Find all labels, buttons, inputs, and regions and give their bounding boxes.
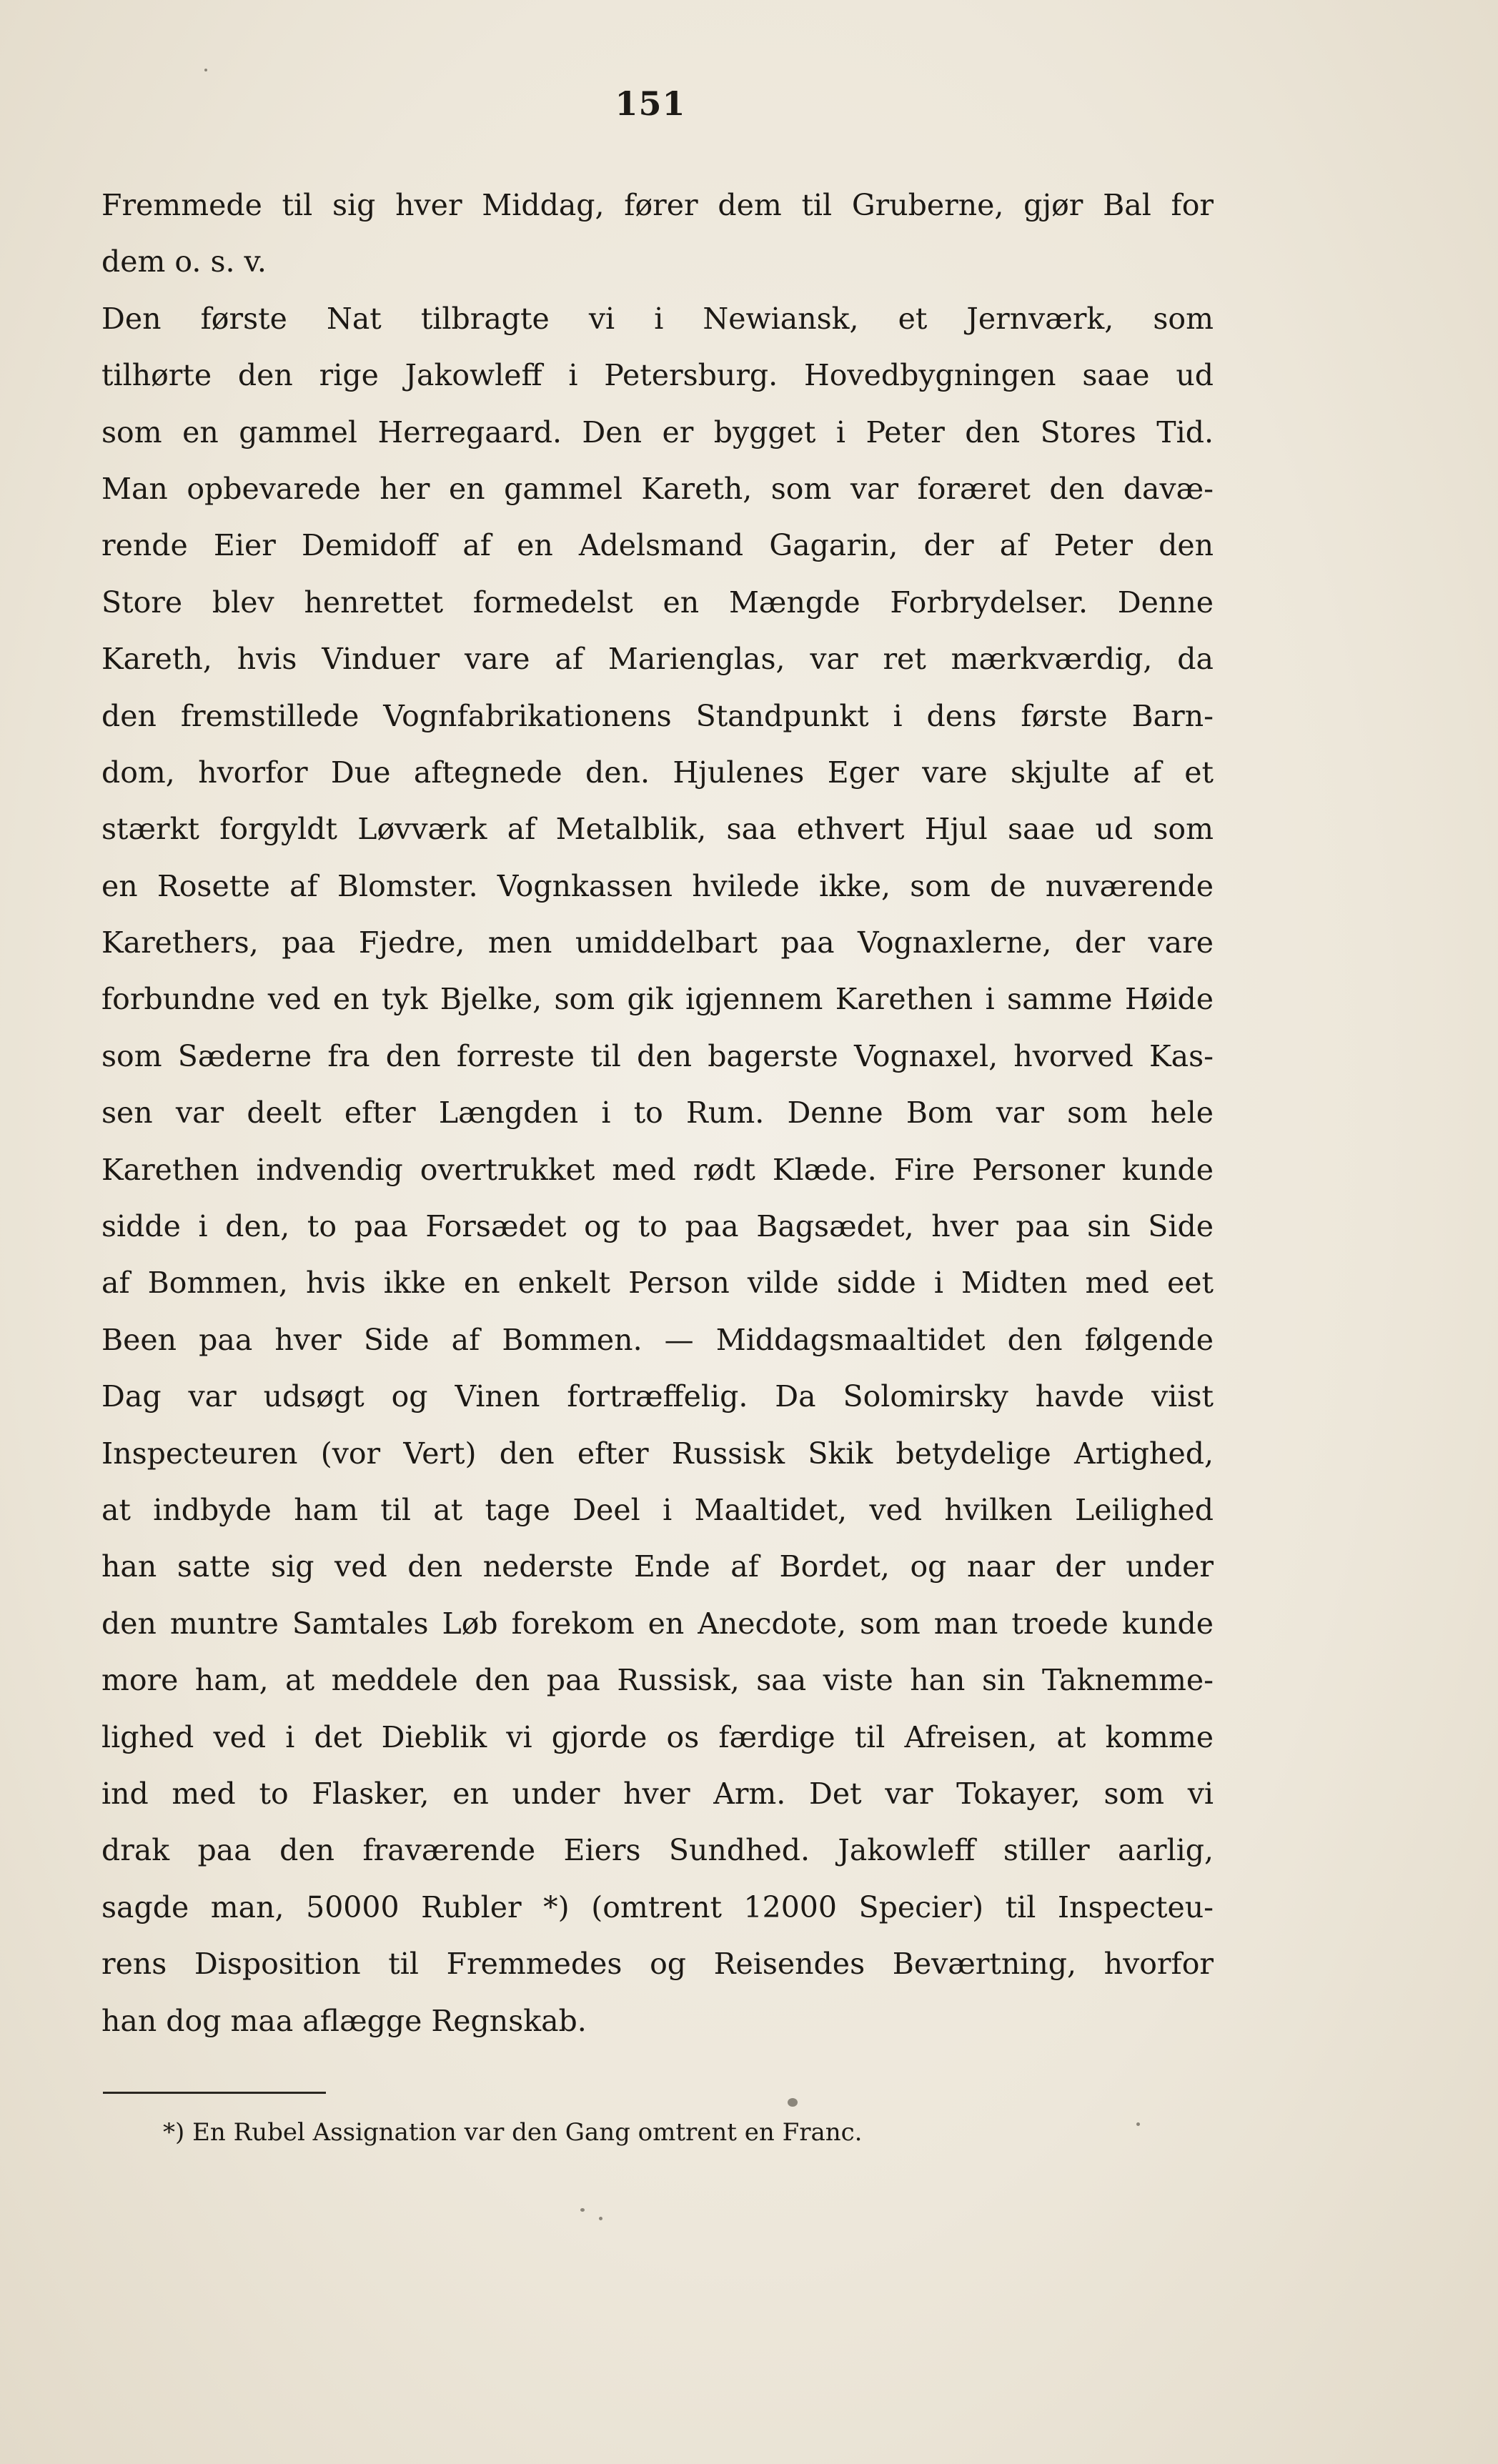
text-line: han dog maa aflægge Regnskab. <box>101 2003 587 2038</box>
text-line: sidde i den, to paa Forsædet og to paa Bagsædet, hver paa sin Side <box>101 1209 1214 1244</box>
text-line: Dag var udsøgt og Vinen fortræffelig. Da Solomirsky havde viist <box>101 1379 1214 1414</box>
text-line: lighed ved i det Dieblik vi gjorde os færdige til Afreisen, at komme <box>101 1719 1214 1754</box>
text-line: rende Eier Demidoff af en Adelsmand Gagarin, der af Peter den <box>101 528 1214 563</box>
body-text <box>101 177 1214 2050</box>
text-line: stærkt forgyldt Løvværk af Metalblik, saa ethvert Hjul saae ud som <box>101 812 1214 847</box>
text-line: at indbyde ham til at tage Deel i Maaltidet, ved hvilken Leilighed <box>101 1492 1214 1527</box>
text-line: Kareth, hvis Vinduer vare af Marienglas, var ret mærkværdig, da <box>101 642 1214 677</box>
text-line: Man opbevarede her en gammel Kareth, som var foræret den davæ- <box>101 471 1214 506</box>
text-line: af Bommen, hvis ikke en enkelt Person vilde sidde i Midten med eet <box>101 1266 1214 1301</box>
text-line: en Rosette af Blomster. Vognkassen hvilede ikke, som de nuværende <box>101 868 1214 903</box>
text-line: drak paa den fraværende Eiers Sundhed. Jakowleff stiller aarlig, <box>101 1833 1214 1868</box>
text-line: han satte sig ved den nederste Ende af Bordet, og naar der under <box>101 1549 1214 1584</box>
text-line: Fremmede til sig hver Middag, fører dem til Gruberne, gjør Bal for <box>101 188 1214 222</box>
footnote-divider <box>103 2092 326 2094</box>
text-line: den muntre Samtales Løb forekom en Anecdote, som man troede kunde <box>101 1606 1214 1641</box>
page-number: 151 <box>615 84 686 123</box>
text-line: more ham, at meddele den paa Russisk, saa viste han sin Taknemme- <box>101 1663 1214 1698</box>
text-line: den fremstillede Vognfabrikationens Standpunkt i dens første Barn- <box>101 698 1214 733</box>
text-line: sagde man, 50000 Rubler *) (omtrent 12000 Specier) til Inspecteu- <box>101 1889 1214 1924</box>
footnote: *) En Rubel Assignation var den Gang omtrent en Franc. <box>163 2118 863 2147</box>
text-line: som Sæderne fra den forreste til den bagerste Vognaxel, hvorved Kas- <box>101 1038 1214 1073</box>
text-line: Karethen indvendig overtrukket med rødt Klæde. Fire Personer kunde <box>101 1152 1214 1187</box>
text-line: Inspecteuren (vor Vert) den efter Russisk Skik betydelige Artighed, <box>101 1436 1214 1471</box>
text-line: ind med to Flasker, en under hver Arm. Det var Tokayer, som vi <box>101 1776 1214 1811</box>
text-line: Den første Nat tilbragte vi i Newiansk, et Jernværk, som <box>101 301 1214 336</box>
text-line: forbundne ved en tyk Bjelke, som gik igjennem Karethen i samme Høide <box>101 982 1214 1017</box>
text-line: Been paa hver Side af Bommen. — Middagsmaaltidet den følgende <box>101 1322 1214 1357</box>
text-line: rens Disposition til Fremmedes og Reisendes Beværtning, hvorfor <box>101 1947 1214 1982</box>
text-line: tilhørte den rige Jakowleff i Petersburg. Hovedbygningen saae ud <box>101 358 1214 393</box>
text-line: sen var deelt efter Længden i to Rum. Denne Bom var som hele <box>101 1096 1214 1131</box>
text-line: dem o. s. v. <box>101 244 267 279</box>
text-line: Karethers, paa Fjedre, men umiddelbart paa Vognaxlerne, der vare <box>101 925 1214 960</box>
text-line: Store blev henrettet formedelst en Mængde Forbrydelser. Denne <box>101 585 1214 620</box>
text-line: som en gammel Herregaard. Den er bygget i Peter den Stores Tid. <box>101 414 1214 449</box>
text-line: dom, hvorfor Due aftegnede den. Hjulenes Eger vare skjulte af et <box>101 755 1214 790</box>
